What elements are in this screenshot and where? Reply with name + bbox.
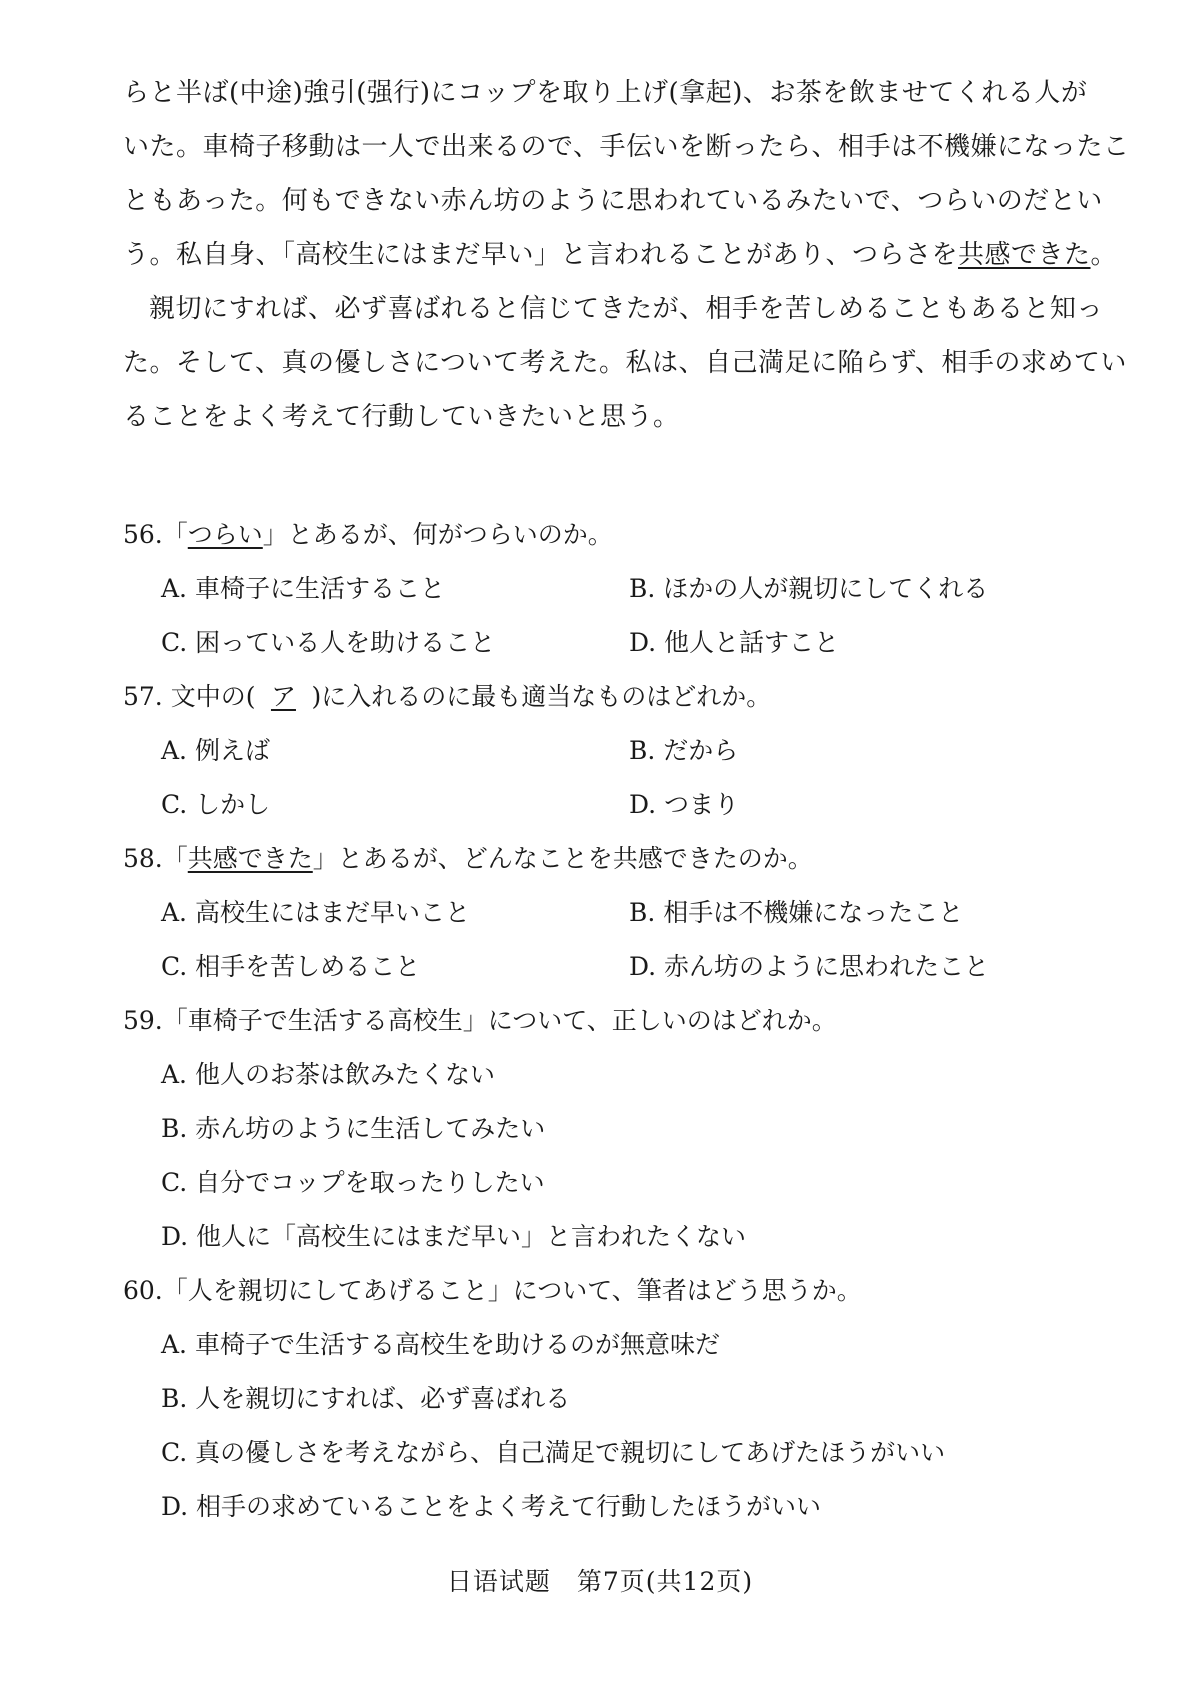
stem-text: )に入れるのに最も適当なものはどれか。	[311, 682, 772, 711]
underlined-phrase: つらい	[187, 520, 263, 549]
question-60	[123, 1264, 1103, 1534]
passage-text: う。私自身、「高校生にはまだ早い」と言われることがあり、つらさを	[123, 240, 959, 270]
option-c[interactable]: C. 自分でコップを取ったりしたい	[161, 1168, 545, 1197]
stem-text: 57. 文中の(	[123, 682, 256, 711]
option-a[interactable]: A. 高校生にはまだ早いこと	[161, 898, 470, 927]
passage-line: いた。車椅子移動は一人で出来るので、手伝いを断ったら、相手は不機嫌になったこ	[123, 132, 1130, 162]
option-b[interactable]: B. 赤ん坊のように生活してみたい	[161, 1114, 546, 1143]
option-c[interactable]: C. 困っている人を助けること	[161, 628, 496, 657]
option-a[interactable]: A. 車椅子で生活する高校生を助けるのが無意味だ	[161, 1330, 720, 1359]
page-footer: 日语试题 第7页(共12页)	[446, 1567, 754, 1596]
underlined-phrase: 共感できた	[187, 844, 313, 873]
passage-line: ることをよく考えて行動していきたいと思う。	[123, 402, 680, 432]
option-b[interactable]: B. 人を親切にすれば、必ず喜ばれる	[161, 1384, 571, 1413]
question-57	[123, 670, 1103, 832]
passage-text: 親切にすれば、必ず喜ばれると信じてきたが、相手を苦しめることもあると知っ	[149, 294, 1104, 324]
passage-line	[123, 282, 1104, 336]
option-d[interactable]: D. 相手の求めていることをよく考えて行動したほうがいい	[161, 1492, 822, 1521]
question-59	[123, 994, 1103, 1264]
question-56	[123, 508, 1103, 670]
option-c[interactable]: C. しかし	[161, 790, 271, 819]
question-stem	[123, 832, 1103, 886]
option-a[interactable]: A. 車椅子に生活すること	[161, 574, 445, 603]
stem-text: 」とあるが、どんなことを共感できたのか。	[312, 844, 813, 873]
stem-text: 」とあるが、何がつらいのか。	[262, 520, 613, 549]
option-a[interactable]: A. 例えば	[161, 736, 270, 765]
option-a[interactable]: A. 他人のお茶は飲みたくない	[161, 1060, 495, 1089]
question-58	[123, 832, 1103, 994]
option-d[interactable]: D. 赤ん坊のように思われたこと	[629, 952, 990, 981]
question-stem: 60.「人を親切にしてあげること」について、筆者はどう思うか。	[123, 1276, 862, 1305]
question-list	[123, 508, 1103, 1534]
question-stem: 59.「車椅子で生活する高校生」について、正しいのはどれか。	[123, 1006, 837, 1035]
passage-text: 。	[1090, 240, 1118, 270]
stem-text: 56.「	[123, 520, 188, 549]
option-row	[123, 724, 1103, 778]
option-d[interactable]: D. つまり	[629, 790, 740, 819]
passage-line	[123, 228, 1118, 282]
stem-text: 58.「	[123, 844, 188, 873]
option-d[interactable]: D. 他人に「高校生にはまだ早い」と言われたくない	[161, 1222, 747, 1251]
option-row	[123, 940, 1103, 994]
option-row	[123, 778, 1103, 832]
option-b[interactable]: B. 相手は不機嫌になったこと	[629, 898, 964, 927]
option-c[interactable]: C. 真の優しさを考えながら、自己満足で親切にしてあげたほうがいい	[161, 1438, 946, 1467]
option-d[interactable]: D. 他人と話すこと	[629, 628, 840, 657]
passage-line: た。そして、真の優しさについて考えた。私は、自己満足に陥らず、相手の求めてい	[123, 348, 1127, 378]
fill-blank: ア	[270, 682, 296, 711]
question-stem	[123, 508, 1103, 562]
option-row	[123, 616, 1103, 670]
passage-line: ともあった。何もできない赤ん坊のように思われているみたいで、つらいのだとい	[123, 186, 1103, 216]
option-b[interactable]: B. だから	[629, 736, 739, 765]
reading-passage	[123, 66, 1130, 444]
question-stem	[123, 670, 1103, 724]
underlined-phrase: 共感できた	[958, 240, 1091, 270]
option-row	[123, 886, 1103, 940]
passage-line: らと半ば(中途)強引(强行)にコップを取り上げ(拿起)、お茶を飲ませてくれる人が	[123, 78, 1088, 108]
option-c[interactable]: C. 相手を苦しめること	[161, 952, 421, 981]
option-row	[123, 562, 1103, 616]
option-b[interactable]: B. ほかの人が親切にしてくれる	[629, 574, 989, 603]
